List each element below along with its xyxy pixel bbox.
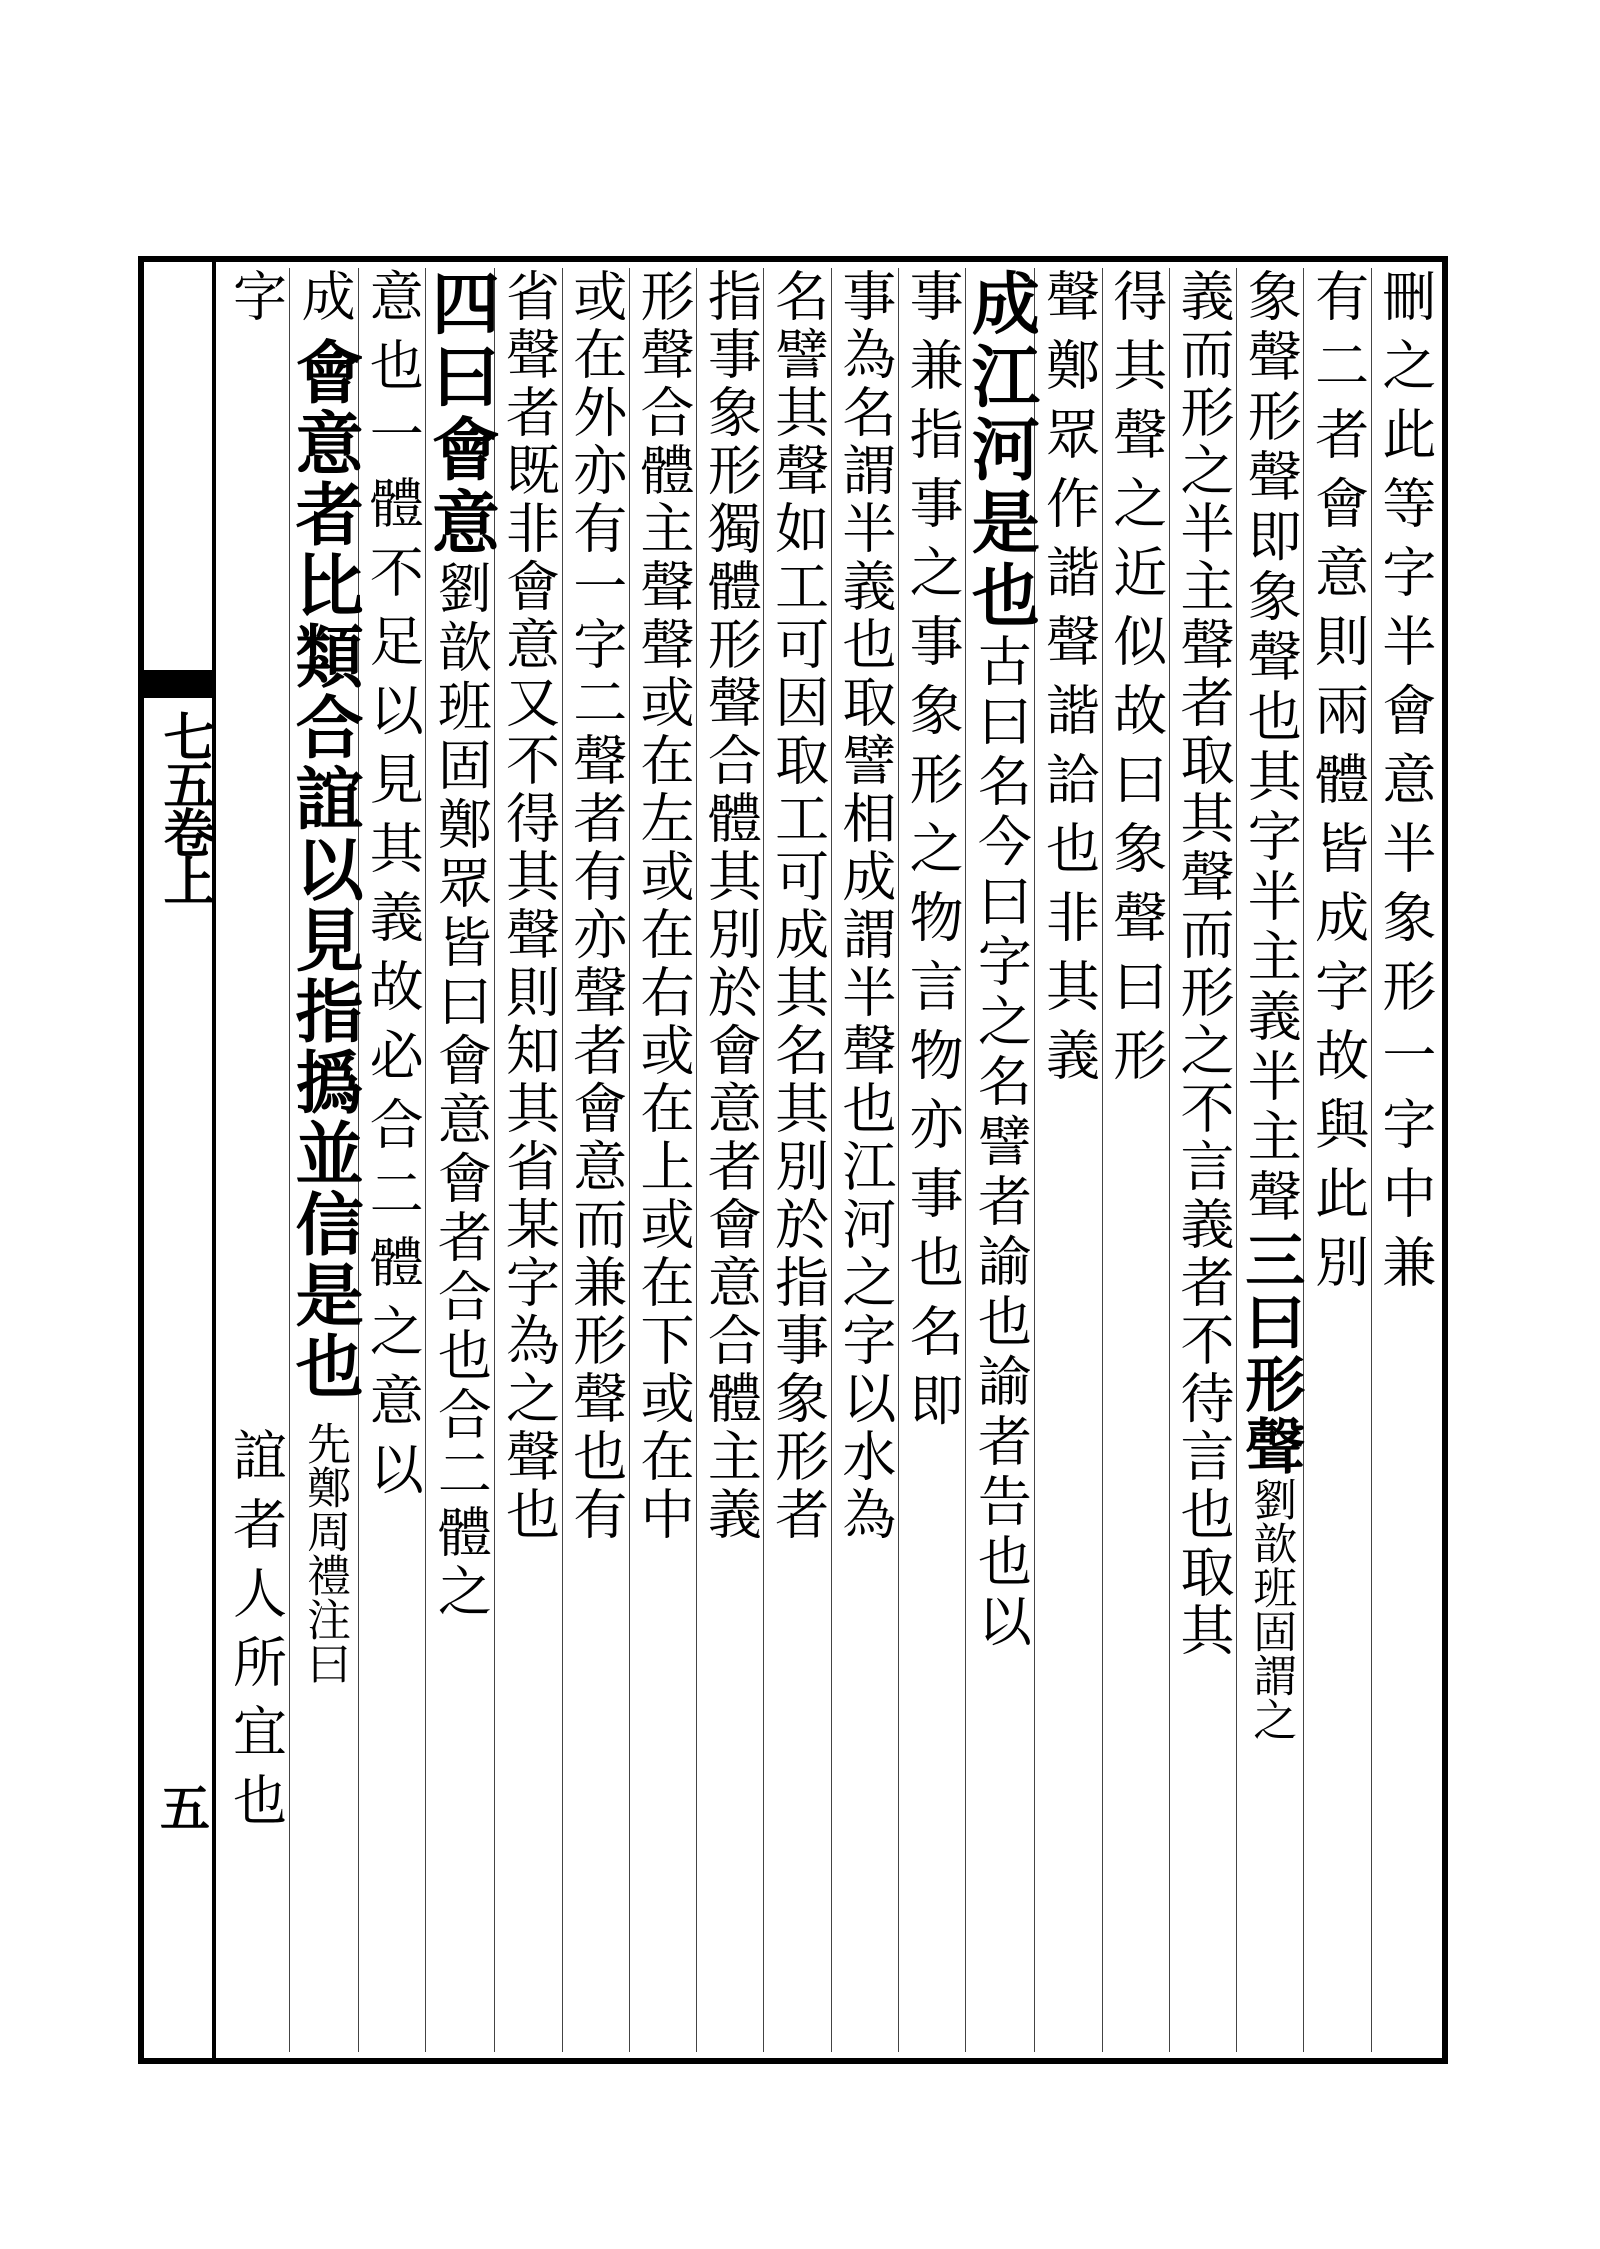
text-column	[358, 268, 425, 2052]
column-mixed	[284, 268, 365, 2052]
text-column	[629, 268, 696, 2052]
text-column	[420, 268, 501, 2052]
text-column	[898, 268, 965, 2052]
column-text: 劉歆班固鄭眾皆曰會意會者合也合二體之	[429, 560, 493, 1622]
text-column	[1303, 268, 1370, 2052]
column-text: 成	[293, 268, 357, 337]
column-text: 事兼指事之事象形之物言物亦事也名即	[901, 268, 965, 1441]
text-columns	[222, 268, 1438, 2052]
column-mixed	[1235, 268, 1306, 2052]
column-text: 有二者會意則兩體皆成字故與此別	[1306, 268, 1370, 1303]
fold-title: 七五卷上	[154, 710, 215, 902]
column-text: 事為名謂半義也取譬相成謂半聲也江河之字以水為	[833, 268, 897, 1544]
column-text: 先鄭周禮注曰	[299, 1421, 351, 1685]
column-text: 誼者人所宜也	[224, 1427, 288, 1841]
column-text: 形聲合體主聲聲或在左或在右或在上或在下或在中	[632, 268, 696, 1544]
column-text: 得其聲之近似故曰象聲曰形	[1104, 268, 1168, 1096]
text-column	[831, 268, 898, 2052]
column-text: 聲鄭眾作諧聲諧詥也非其義	[1037, 268, 1101, 1096]
fold-page-number: 五	[152, 1782, 211, 1832]
column-mixed	[420, 268, 501, 2052]
column-text: 字誼者人所宜也	[224, 268, 288, 1841]
text-column	[494, 268, 561, 2052]
column-text: 指事象形獨體形聲合體其別於會意者會意合體主義	[699, 268, 763, 1544]
fold-marker-bar	[144, 670, 212, 698]
column-mixed	[960, 268, 1041, 2052]
column-text: 省聲者既非會意又不得其聲則知其省某字為之聲也	[497, 268, 561, 1544]
text-column	[763, 268, 830, 2052]
column-text: 象聲形聲即象聲也其字半主義半主聲	[1239, 268, 1303, 1228]
text-column	[1235, 268, 1306, 2052]
column-text: 或在外亦有一字二聲者有亦聲者會意而兼形聲也有	[564, 268, 628, 1544]
main-body: 會意者比類合誼以見指撝並信是也	[284, 337, 365, 1402]
column-text: 劉歆班固謂之	[1245, 1477, 1297, 1741]
text-column	[562, 268, 629, 2052]
main-heading: 成江河是也	[960, 268, 1041, 633]
column-text: 意也一體不足以見其義故必合二體之意以	[361, 268, 425, 1510]
text-column	[696, 268, 763, 2052]
text-column	[1169, 268, 1236, 2052]
main-heading: 四曰會意	[420, 268, 501, 560]
column-text: 名譬其聲如工可因取工可成其名其別於指事象形者	[766, 268, 830, 1544]
page-frame	[138, 256, 1448, 2064]
text-column	[960, 268, 1041, 2052]
text-column	[284, 268, 365, 2052]
text-column	[222, 268, 289, 2052]
main-heading: 三曰形聲	[1235, 1229, 1306, 1477]
column-text: 刪之此等字半會意半象形一字中兼	[1373, 268, 1437, 1303]
text-column	[1102, 268, 1169, 2052]
text-column	[1034, 268, 1101, 2052]
text-column	[1371, 268, 1438, 2052]
column-text: 義而形之半主聲者取其聲而形之不言義者不待言也取其	[1172, 268, 1236, 1660]
fold-gutter	[144, 262, 216, 2058]
column-text: 古曰名今曰字之名譬者諭也諭者告也以	[969, 633, 1033, 1653]
